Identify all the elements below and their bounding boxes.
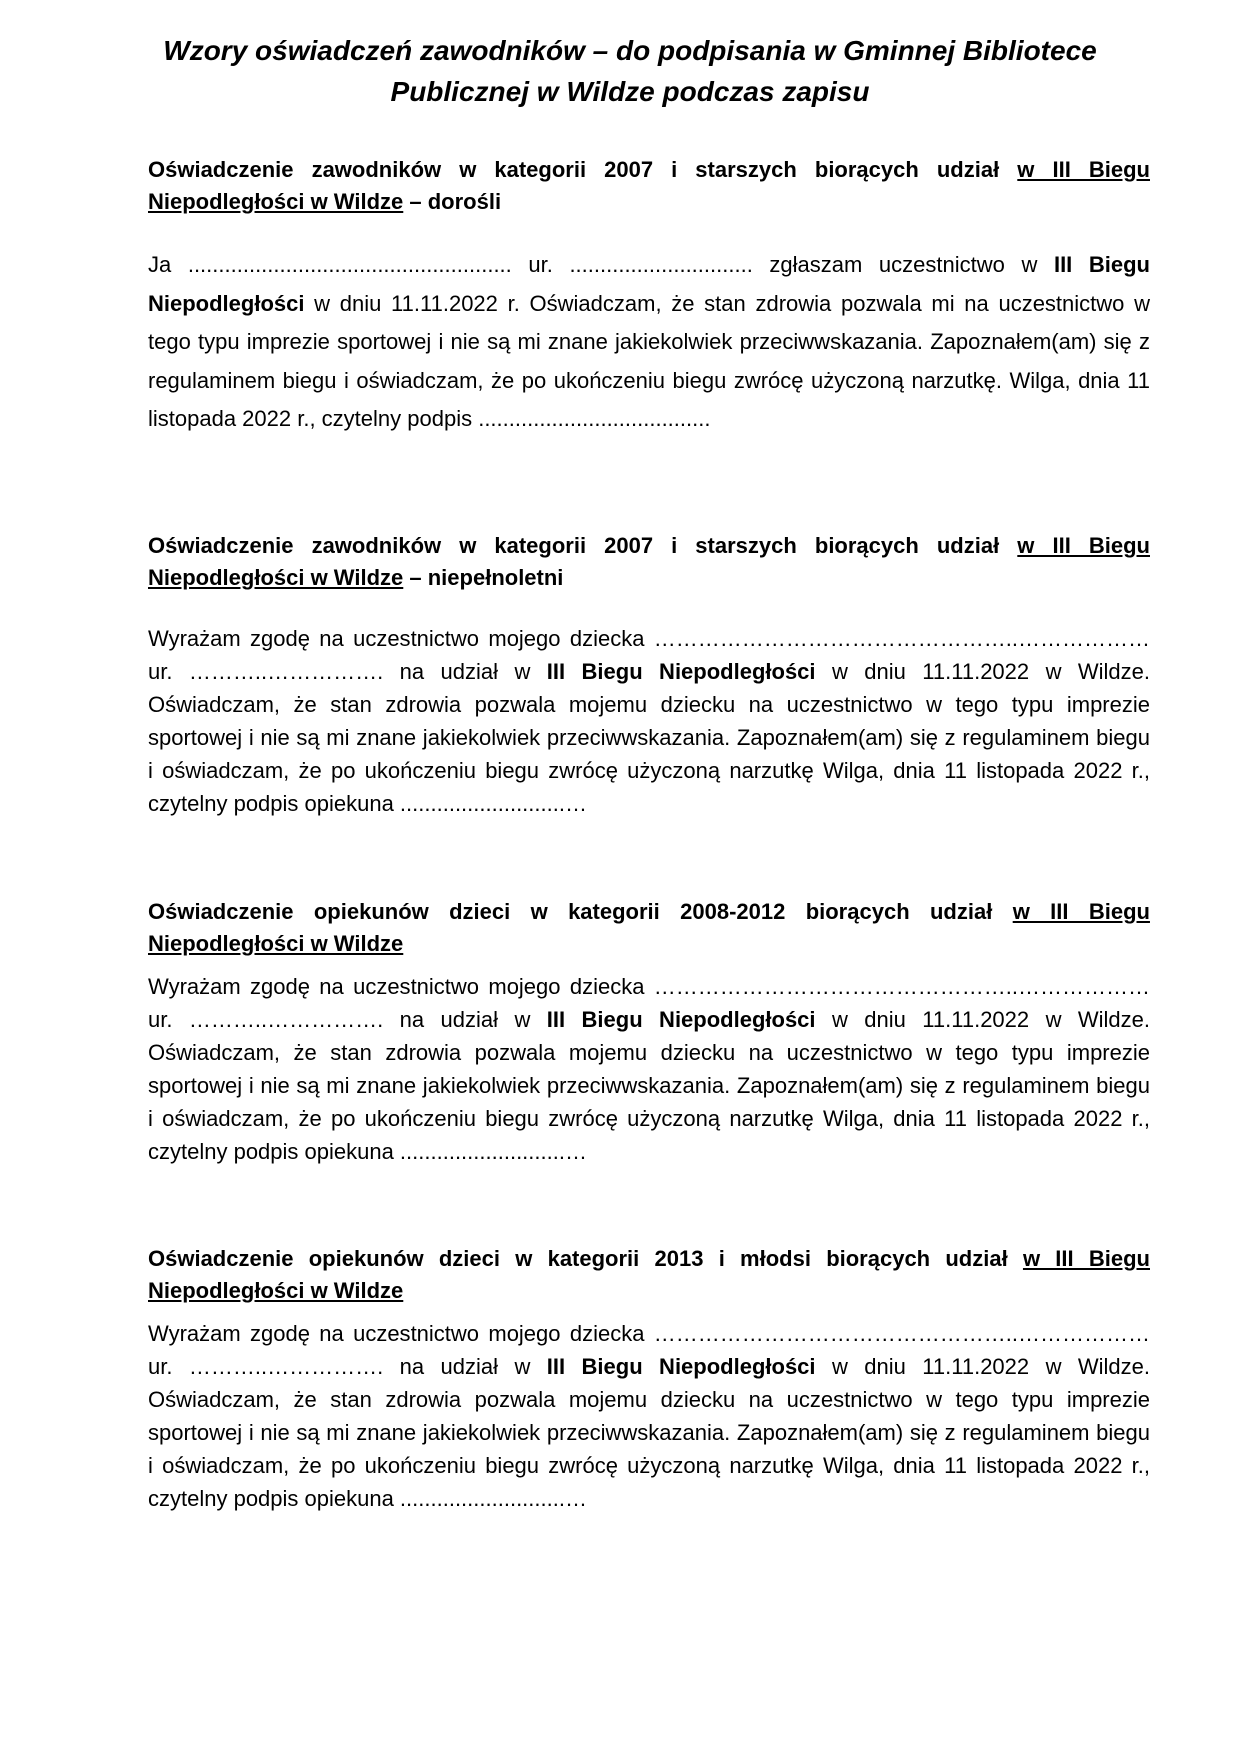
statement-body bbox=[148, 246, 1150, 439]
heading-text: Oświadczenie zawodników w kategorii 2007 i starszych biorących udział bbox=[148, 533, 1000, 558]
body-text-start: Ja ..................................................... ur. .............................. zgłaszam uczestnictwo w bbox=[148, 252, 1054, 277]
statement-heading bbox=[148, 1243, 1150, 1307]
body-text-end: w dniu 11.11.2022 w Wildze. Oświadczam, że stan zdrowia pozwala mojemu dziecku na uczestnictwo w tego typu imprezie sportowej i nie są mi znane jakiekolwiek przeciwwskazania. Zapoznałem(am) się z regulaminem biegu i oświadczam, że po ukończeniu biegu zwrócę użyczoną narzutkę Wilga, dnia 11 listopada 2022 r., czytelny podpis opiekuna ...........................… bbox=[148, 1007, 1150, 1164]
heading-event-name: w III Biegu Niepodległości w Wildze bbox=[148, 899, 1150, 956]
body-event-name: III Biegu Niepodległości bbox=[546, 1007, 816, 1032]
heading-event-name: w III Biegu Niepodległości w Wildze bbox=[148, 533, 1150, 590]
statement-heading bbox=[148, 154, 1150, 218]
body-text-start: Wyrażam zgodę na uczestnictwo mojego dziecka …………………………………………..……………… ur. ………..……………. na udział w bbox=[148, 1321, 1150, 1379]
body-event-name: III Biegu Niepodległości bbox=[546, 1354, 816, 1379]
statement-body bbox=[148, 622, 1150, 820]
body-text-end: w dniu 11.11.2022 w Wildze. Oświadczam, że stan zdrowia pozwala mojemu dziecku na uczestnictwo w tego typu imprezie sportowej i nie są mi znane jakiekolwiek przeciwwskazania. Zapoznałem(am) się z regulaminem biegu i oświadczam, że po ukończeniu biegu zwrócę użyczoną narzutkę Wilga, dnia 11 listopada 2022 r., czytelny podpis opiekuna ...........................… bbox=[148, 1354, 1150, 1511]
page-title bbox=[130, 30, 1130, 112]
statement-minors bbox=[148, 530, 1150, 820]
statement-guardians-2013-younger bbox=[148, 1243, 1150, 1515]
page-title-line-1: Wzory oświadczeń zawodników – do podpisania w Gminnej Bibliotece bbox=[163, 35, 1097, 66]
body-text-end: w dniu 11.11.2022 r. Oświadczam, że stan zdrowia pozwala mi na uczestnictwo w tego typu imprezie sportowej i nie są mi znane jakiekolwiek przeciwwskazania. Zapoznałem(am) się z regulaminem biegu i oświadczam, że po ukończeniu biegu zwrócę użyczoną narzutkę. Wilga, dnia 11 listopada 2022 r., czytelny podpis ...................................... bbox=[148, 290, 1150, 431]
body-text-start: Wyrażam zgodę na uczestnictwo mojego dziecka …………………………………………..……………… ur. ………..……………. na udział w bbox=[148, 626, 1150, 684]
body-event-name: III Biegu Niepodległości bbox=[148, 252, 1150, 316]
heading-category: – niepełnoletni bbox=[403, 565, 564, 590]
body-text-start: Wyrażam zgodę na uczestnictwo mojego dziecka …………………………………………..……………… ur. ………..……………. na udział w bbox=[148, 974, 1150, 1032]
heading-event-name: w III Biegu Niepodległości w Wildze bbox=[148, 1246, 1150, 1303]
statement-body bbox=[148, 1317, 1150, 1515]
heading-text: Oświadczenie opiekunów dzieci w kategorii 2008-2012 biorących udział bbox=[148, 899, 993, 924]
page-title-line-2: Publicznej w Wildze podczas zapisu bbox=[390, 76, 870, 107]
heading-category: – dorośli bbox=[403, 189, 502, 214]
statement-heading bbox=[148, 896, 1150, 960]
statement-body bbox=[148, 970, 1150, 1168]
statement-heading bbox=[148, 530, 1150, 594]
heading-event-name: w III Biegu Niepodległości w Wildze bbox=[148, 157, 1150, 214]
body-text-end: w dniu 11.11.2022 w Wildze. Oświadczam, że stan zdrowia pozwala mojemu dziecku na uczestnictwo w tego typu imprezie sportowej i nie są mi znane jakiekolwiek przeciwwskazania. Zapoznałem(am) się z regulaminem biegu i oświadczam, że po ukończeniu biegu zwrócę użyczoną narzutkę Wilga, dnia 11 listopada 2022 r., czytelny podpis opiekuna ...........................… bbox=[148, 659, 1150, 816]
statement-adults bbox=[148, 154, 1150, 439]
heading-text: Oświadczenie zawodników w kategorii 2007 i starszych biorących udział bbox=[148, 157, 1000, 182]
statement-guardians-2008-2012 bbox=[148, 896, 1150, 1168]
body-event-name: III Biegu Niepodległości bbox=[546, 659, 816, 684]
heading-text: Oświadczenie opiekunów dzieci w kategorii 2013 i młodsi biorących udział bbox=[148, 1246, 1008, 1271]
